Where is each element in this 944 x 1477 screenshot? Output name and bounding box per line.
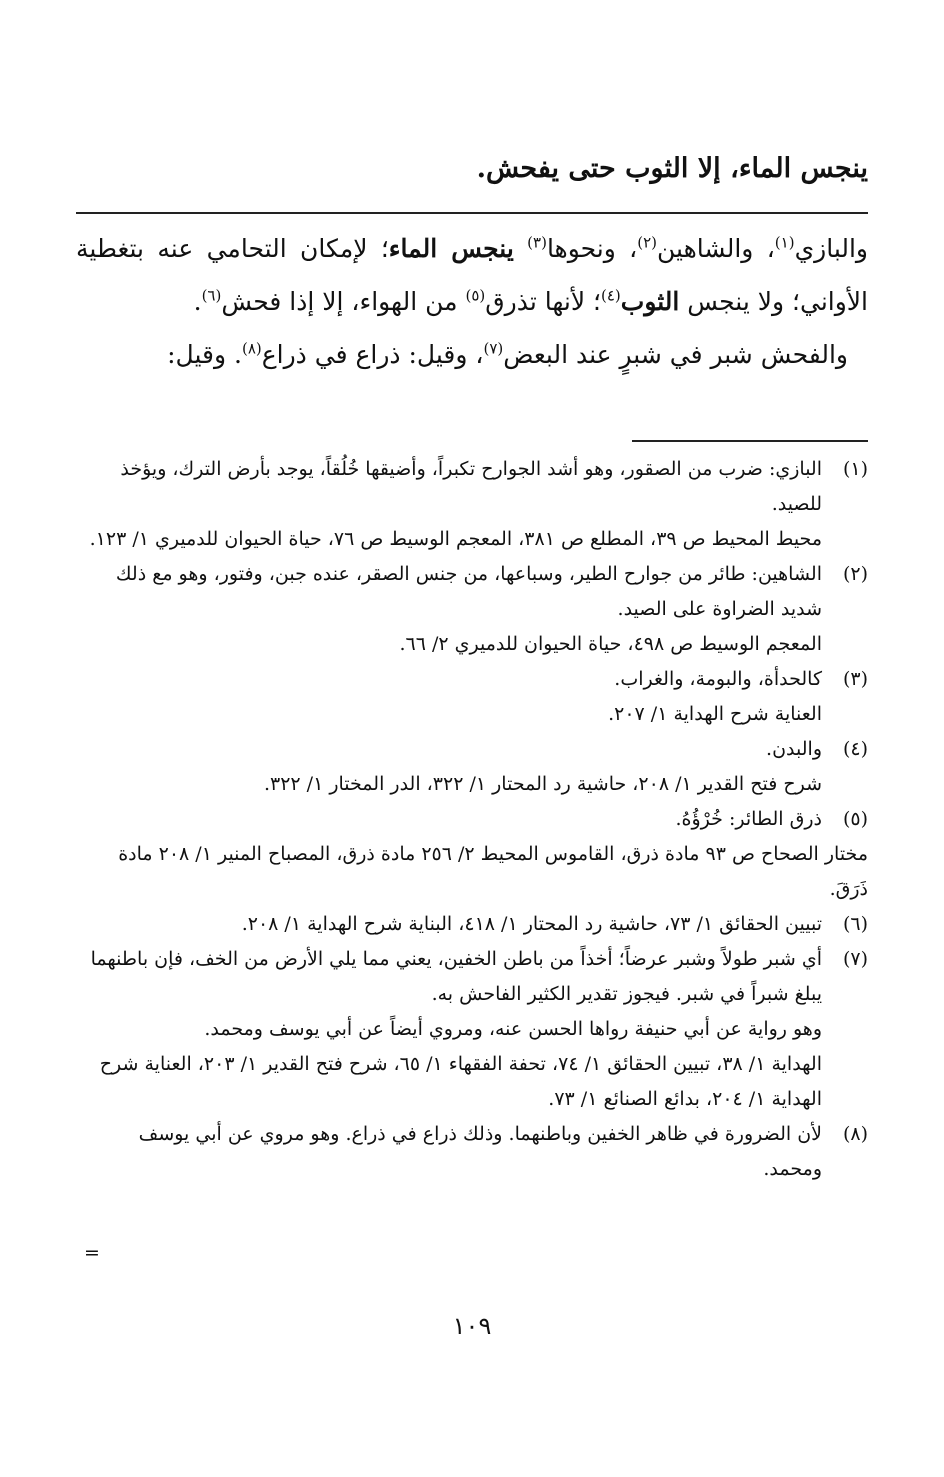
- commentary-paragraph-1: [76, 222, 868, 328]
- text-segment: ، وقيل: ذراع في ذراع: [261, 340, 484, 369]
- footnote: [76, 907, 868, 942]
- footnote-ref-7: (٧): [483, 339, 504, 358]
- main-text-bold: ينجس الماء: [738, 153, 868, 184]
- footnote-number: (٤): [842, 738, 868, 760]
- footnote-ref-4: (٤): [601, 286, 621, 305]
- footnote: [76, 557, 868, 662]
- footnote-number: (٢): [842, 563, 868, 585]
- footnote: [76, 802, 868, 907]
- text-segment: ؛ لأنها تذرق: [485, 287, 601, 316]
- text-segment: .: [193, 287, 202, 316]
- footnote: [76, 452, 868, 557]
- footnotes: [76, 452, 868, 1187]
- quoted-matn: الثوب: [620, 287, 680, 316]
- text-segment: . وقيل:: [167, 340, 242, 369]
- footnote-ref-8: (٨): [241, 339, 262, 358]
- commentary: [76, 222, 868, 381]
- footnote-source: محيط المحيط ص ٣٩، المطلع ص ٣٨١، المعجم الوسيط ص ٧٦، حياة الحيوان للدميري ١/ ١٢٣.: [89, 528, 822, 550]
- footnote: [76, 1117, 868, 1187]
- commentary-paragraph-2: [76, 328, 868, 381]
- main-text-rest: ، إلا الثوب حتى يفحش.: [476, 153, 739, 184]
- text-segment: ، والشاهين: [657, 234, 775, 263]
- footnote-ref-3: (٣): [527, 233, 547, 252]
- footnote-source: المعجم الوسيط ص ٤٩٨، حياة الحيوان للدميري ٢/ ٦٦.: [399, 633, 822, 655]
- footnote-source: شرح فتح القدير ١/ ٢٠٨، حاشية رد المحتار ١/ ٣٢٢، الدر المختار ١/ ٣٢٢.: [263, 773, 822, 795]
- footnote-text: البازي: ضرب من الصقور، وهو أشد الجوارح تكبراً، وأضيقها خُلُقاً، يوجد بأرض الترك، ويؤخذ للصيد.: [120, 458, 822, 515]
- text-segment: والفحش شبر في شبرٍ عند البعض: [503, 340, 848, 369]
- footnote-number: (٥): [842, 808, 868, 830]
- footnote-number: (٣): [842, 668, 868, 690]
- footnote: [76, 732, 868, 802]
- footnote-text: أي شبر طولاً وشبر عرضاً؛ أخذاً من باطن الخفين، يعني مما يلي الأرض من الخف، فإن باطنهما يبلغ شبراً في شبر. فيجوز تقدير الكثير الفاحش به.: [90, 948, 822, 1005]
- continuation-mark: =: [84, 1242, 100, 1264]
- footnote-divider: [632, 440, 868, 442]
- footnote-source: العناية شرح الهداية ١/ ٢٠٧.: [608, 703, 822, 725]
- footnote-number: (٦): [842, 913, 868, 935]
- text-segment: ، ونحوها: [546, 234, 638, 263]
- footnote-number: (١): [842, 458, 868, 480]
- footnote-text: الشاهين: طائر من جوارح الطير، وسباعها، من جنس الصقر، عنده جبن، وفتور، وهو مع ذلك شديد الضراوة على الصيد.: [115, 563, 822, 620]
- main-text-divider: [76, 212, 868, 214]
- footnote-source: الهداية ١/ ٣٨، تبيين الحقائق ١/ ٧٤، تحفة الفقهاء ١/ ٦٥، شرح فتح القدير ١/ ٢٠٣، العناية شرح الهداية ١/ ٢٠٤، بدائع الصنائع ١/ ٧٣.: [99, 1053, 822, 1110]
- footnote-number: (٧): [842, 948, 868, 970]
- page-number: ١٠٩: [452, 1312, 492, 1340]
- quoted-matn: ينجس الماء: [388, 234, 514, 263]
- footnote-text: وهو رواية عن أبي حنيفة رواها الحسن عنه، ومروي أيضاً عن أبي يوسف ومحمد.: [204, 1018, 822, 1040]
- footnote-ref-5: (٥): [465, 286, 486, 305]
- text-segment: ؛ لإمكان التحامي عنه بتغطية الأواني؛ ولا ينجس: [76, 234, 868, 316]
- footnote-text: ذرق الطائر: خُرْؤُهُ.: [675, 808, 822, 830]
- footnote-number: (٨): [842, 1123, 868, 1145]
- footnote-text: كالحدأة، والبومة، والغراب.: [614, 668, 822, 690]
- footnote-source: مختار الصحاح ص ٩٣ مادة ذرق، القاموس المحيط ٢/ ٢٥٦ مادة ذرق، المصباح المنير ١/ ٢٠٨ مادة ذَرَقَ.: [118, 843, 868, 900]
- footnote: [76, 942, 868, 1117]
- footnote-text: لأن الضرورة في ظاهر الخفين وباطنهما. وذلك ذراع في ذراع. وهو مروي عن أبي يوسف ومحمد.: [138, 1123, 822, 1180]
- footnote-ref-1: (١): [774, 233, 795, 252]
- footnote-ref-2: (٢): [637, 233, 658, 252]
- main-text-line: [88, 142, 868, 196]
- text-segment: والبازي: [794, 234, 868, 263]
- footnote-ref-6: (٦): [201, 286, 222, 305]
- footnote: [76, 662, 868, 732]
- text-segment: من الهواء، إلا إذا فحش: [221, 287, 458, 316]
- footnote-text: والبدن.: [766, 738, 822, 760]
- footnote-source: تبيين الحقائق ١/ ٧٣، حاشية رد المحتار ١/ ٤١٨، البناية شرح الهداية ١/ ٢٠٨.: [241, 913, 822, 935]
